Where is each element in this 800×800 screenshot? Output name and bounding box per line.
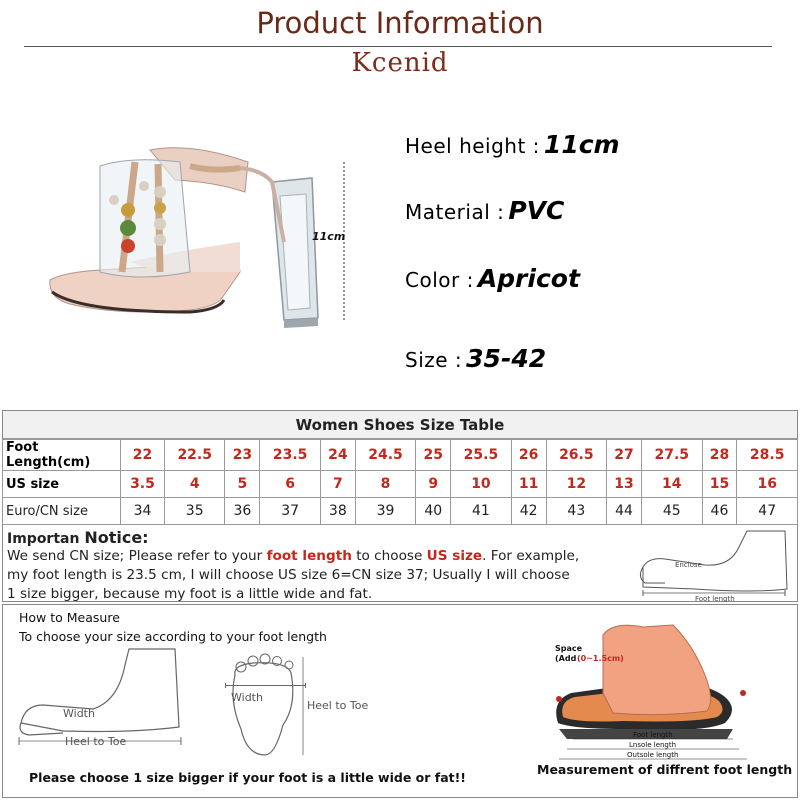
size-cell: 9 bbox=[416, 471, 451, 498]
size-cell: 38 bbox=[320, 498, 355, 525]
header-divider bbox=[24, 46, 772, 47]
size-cell: 6 bbox=[260, 471, 321, 498]
notice-title-b: Notice: bbox=[84, 528, 149, 547]
size-cell: 44 bbox=[607, 498, 642, 525]
spec-value: PVC bbox=[508, 196, 565, 225]
insole-length-label: Lnsole length bbox=[629, 741, 677, 749]
enclose-label: Enclose bbox=[675, 561, 702, 569]
width-label-2: Width bbox=[231, 691, 263, 704]
size-row bbox=[3, 498, 798, 525]
spec-color bbox=[405, 264, 580, 293]
spec-value: 35-42 bbox=[466, 344, 547, 373]
size-cell: 14 bbox=[641, 471, 702, 498]
size-cell: 23 bbox=[225, 440, 260, 471]
size-cell: 26 bbox=[511, 440, 546, 471]
notice-box bbox=[3, 525, 797, 605]
foot-side-diagram bbox=[635, 527, 795, 602]
size-cell: 27 bbox=[607, 440, 642, 471]
size-cell: 41 bbox=[451, 498, 512, 525]
notice-line-3: 1 size bigger, because my foot is a little wide and fat. bbox=[7, 586, 373, 602]
size-cell: 10 bbox=[451, 471, 512, 498]
notice-body bbox=[7, 547, 637, 604]
spec-size bbox=[405, 344, 546, 373]
notice-text: to choose bbox=[351, 548, 427, 564]
page-title: Product Information bbox=[256, 6, 544, 40]
notice-line-1 bbox=[7, 547, 637, 566]
spec-label: Material : bbox=[405, 200, 505, 224]
size-cell: 34 bbox=[121, 498, 165, 525]
space-label: Space bbox=[555, 644, 583, 653]
size-cell: 15 bbox=[702, 471, 737, 498]
size-cell: 12 bbox=[546, 471, 607, 498]
size-cell: 3.5 bbox=[121, 471, 165, 498]
notice-title-a: Importan bbox=[7, 531, 85, 547]
size-row bbox=[3, 440, 798, 471]
foot-length-label-2: Foot length bbox=[633, 731, 673, 739]
size-cell: 28 bbox=[702, 440, 737, 471]
notice-highlight: foot length bbox=[266, 548, 352, 564]
size-cell: 11 bbox=[511, 471, 546, 498]
size-cell: 26.5 bbox=[546, 440, 607, 471]
size-cell: 46 bbox=[702, 498, 737, 525]
foot-length-label: Foot length bbox=[695, 595, 735, 602]
heel-height-label: 11cm bbox=[312, 230, 346, 243]
size-cell: 35 bbox=[164, 498, 225, 525]
notice-title bbox=[7, 528, 149, 547]
spec-value: Apricot bbox=[477, 264, 580, 293]
size-table bbox=[2, 410, 798, 602]
size-cell: 43 bbox=[546, 498, 607, 525]
size-cell: 42 bbox=[511, 498, 546, 525]
size-cell: 39 bbox=[355, 498, 416, 525]
size-cell: 4 bbox=[164, 471, 225, 498]
notice-text: . For example, bbox=[482, 548, 580, 564]
add-range-label: (0~1.5cm) bbox=[577, 654, 624, 663]
size-cell: 28.5 bbox=[737, 440, 798, 471]
brand-name: Kcenid bbox=[351, 48, 449, 78]
product-image bbox=[40, 122, 360, 342]
size-cell: 23.5 bbox=[260, 440, 321, 471]
size-cell: 47 bbox=[737, 498, 798, 525]
size-cell: 40 bbox=[416, 498, 451, 525]
size-cell: 36 bbox=[225, 498, 260, 525]
size-cell: 45 bbox=[641, 498, 702, 525]
bottom-note: Please choose 1 size bigger if your foot is a little wide or fat!! bbox=[29, 770, 467, 785]
size-table-title: Women Shoes Size Table bbox=[3, 411, 797, 439]
size-cell: 37 bbox=[260, 498, 321, 525]
measurement-caption: Measurement of diffrent foot length bbox=[537, 762, 793, 777]
measure-title: How to Measure bbox=[19, 610, 120, 625]
spec-material bbox=[405, 196, 564, 225]
size-cell: 16 bbox=[737, 471, 798, 498]
size-row-header: Foot Length(cm) bbox=[3, 440, 121, 471]
width-label: Width bbox=[63, 707, 95, 720]
size-cell: 25 bbox=[416, 440, 451, 471]
size-cell: 5 bbox=[225, 471, 260, 498]
size-row-header: Euro/CN size bbox=[3, 498, 121, 525]
spec-heel-height bbox=[405, 130, 620, 159]
measure-subtitle: To choose your size according to your foot length bbox=[19, 629, 327, 644]
size-cell: 7 bbox=[320, 471, 355, 498]
notice-text: We send CN size; Please refer to your bbox=[7, 548, 267, 564]
size-cell: 27.5 bbox=[641, 440, 702, 471]
size-row bbox=[3, 471, 798, 498]
size-cell: 22 bbox=[121, 440, 165, 471]
notice-line-2: my foot length is 23.5 cm, I will choose US size 6=CN size 37; Usually I will choose bbox=[7, 567, 570, 583]
spec-label: Heel height : bbox=[405, 134, 540, 158]
measure-section bbox=[2, 604, 798, 798]
heel-to-toe-label: Heel to Toe bbox=[65, 735, 127, 748]
size-cell: 24.5 bbox=[355, 440, 416, 471]
notice-highlight: US size bbox=[426, 548, 483, 564]
size-cell: 24 bbox=[320, 440, 355, 471]
outsole-length-label: Outsole length bbox=[627, 751, 679, 759]
size-cell: 13 bbox=[607, 471, 642, 498]
spec-label: Color : bbox=[405, 268, 474, 292]
heel-to-toe-label-2: Heel to Toe bbox=[307, 699, 369, 712]
spec-value: 11cm bbox=[543, 130, 620, 159]
size-grid bbox=[2, 439, 798, 525]
add-label: (Add bbox=[555, 654, 577, 663]
size-cell: 25.5 bbox=[451, 440, 512, 471]
size-cell: 8 bbox=[355, 471, 416, 498]
spec-label: Size : bbox=[405, 348, 463, 372]
size-cell: 22.5 bbox=[164, 440, 225, 471]
size-row-header: US size bbox=[3, 471, 121, 498]
